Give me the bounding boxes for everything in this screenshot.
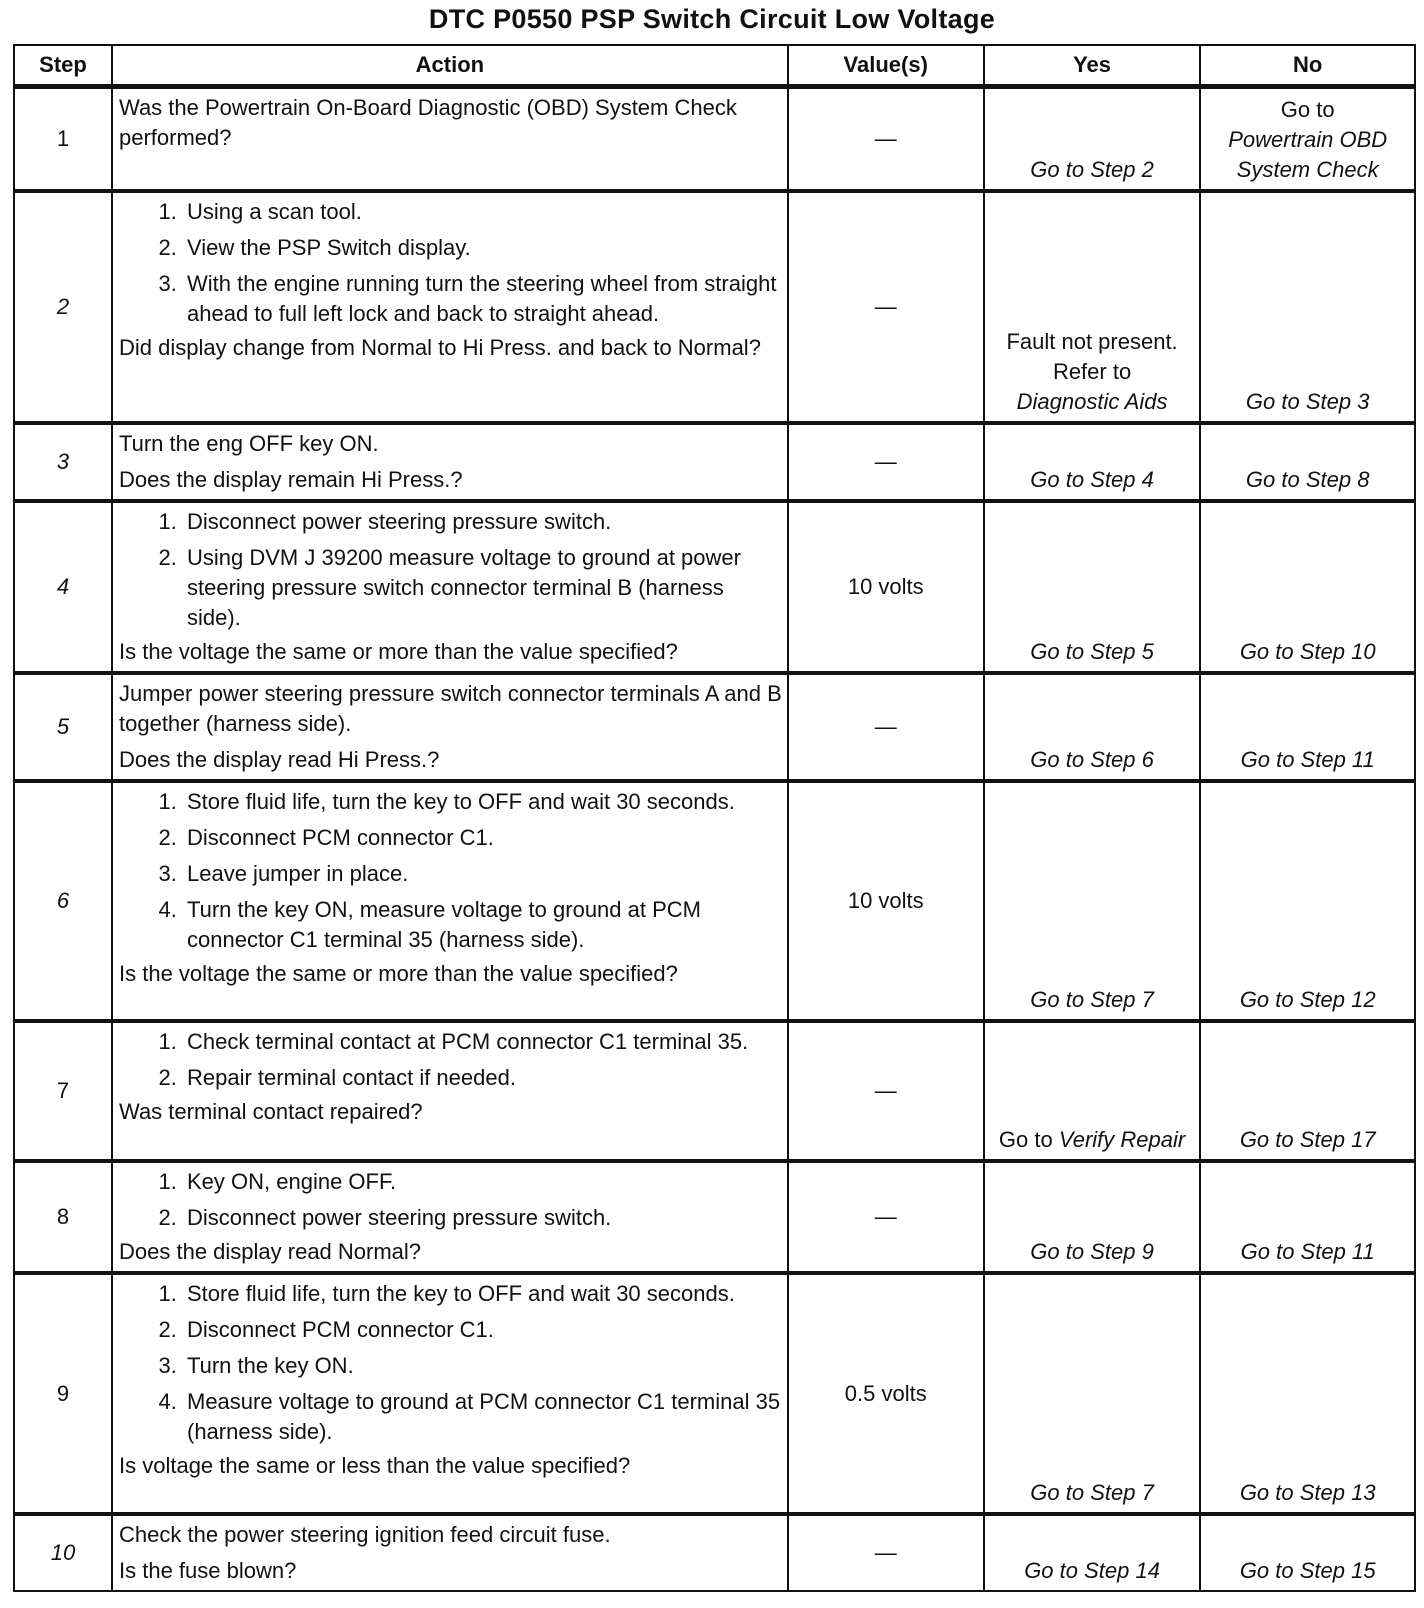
list-item: 1. Disconnect power steering pressure switch. <box>183 507 783 537</box>
yes-text: Go to <box>998 1127 1053 1152</box>
list-item: 1. Using a scan tool. <box>183 197 783 227</box>
action-question: Is the voltage the same or more than the value specified? <box>119 639 678 664</box>
diagnostic-table <box>13 44 1416 1592</box>
table-row <box>14 1273 1415 1514</box>
yes-cell[interactable]: Go to Step 14 <box>984 1514 1201 1591</box>
value-cell: 10 volts <box>788 781 984 1021</box>
step-number: 5 <box>14 673 112 781</box>
yes-cell[interactable]: Go to Step 5 <box>984 501 1201 673</box>
list-item: 2. Disconnect PCM connector C1. <box>183 1315 783 1345</box>
yes-link[interactable]: Diagnostic Aids <box>1016 389 1168 414</box>
no-cell[interactable]: Go to Step 13 <box>1200 1273 1415 1514</box>
yes-cell[interactable]: Go to Step 7 <box>984 781 1201 1021</box>
no-cell[interactable]: Go to Step 11 <box>1200 673 1415 781</box>
no-text: Go to <box>1280 97 1335 122</box>
list-item: 4. Turn the key ON, measure voltage to ground at PCM connector C1 terminal 35 (harness side). <box>183 895 783 955</box>
table-row <box>14 1161 1415 1273</box>
no-cell[interactable]: Go to Step 10 <box>1200 501 1415 673</box>
no-cell[interactable]: Go to Step 11 <box>1200 1161 1415 1273</box>
action-cell <box>112 501 788 673</box>
header-no: No <box>1200 45 1415 87</box>
action-cell <box>112 1021 788 1161</box>
table-row <box>14 191 1415 423</box>
step-number: 3 <box>14 423 112 501</box>
action-question: Does the display remain Hi Press.? <box>119 467 463 492</box>
step-number: 7 <box>14 1021 112 1161</box>
value-cell: — <box>788 87 984 192</box>
action-text: Turn the eng OFF key ON. <box>119 431 379 456</box>
header-action: Action <box>112 45 788 87</box>
action-cell <box>112 1514 788 1591</box>
action-cell <box>112 191 788 423</box>
action-cell <box>112 87 788 192</box>
value-cell: — <box>788 1161 984 1273</box>
yes-link[interactable]: Verify Repair <box>1058 1127 1186 1152</box>
yes-cell[interactable]: Go to Step 7 <box>984 1273 1201 1514</box>
value-cell: — <box>788 191 984 423</box>
action-cell <box>112 1161 788 1273</box>
list-item: 1. Store fluid life, turn the key to OFF and wait 30 seconds. <box>183 1279 783 1309</box>
action-steps-list <box>119 1167 783 1233</box>
value-cell: — <box>788 423 984 501</box>
step-number: 10 <box>14 1514 112 1591</box>
table-row <box>14 501 1415 673</box>
list-item: 2. Disconnect PCM connector C1. <box>183 823 783 853</box>
step-number: 6 <box>14 781 112 1021</box>
table-row <box>14 423 1415 501</box>
list-item: 1. Key ON, engine OFF. <box>183 1167 783 1197</box>
action-steps-list <box>119 787 783 955</box>
value-cell: — <box>788 673 984 781</box>
action-cell <box>112 673 788 781</box>
action-text: Was the Powertrain On-Board Diagnostic (OBD) System Check performed? <box>119 95 737 150</box>
step-number: 1 <box>14 87 112 192</box>
value-cell: 0.5 volts <box>788 1273 984 1514</box>
action-question: Does the display read Normal? <box>119 1239 422 1264</box>
yes-cell[interactable] <box>984 1021 1201 1161</box>
table-row <box>14 1021 1415 1161</box>
action-text: Check the power steering ignition feed circuit fuse. <box>119 1522 611 1547</box>
no-cell[interactable]: Go to Step 8 <box>1200 423 1415 501</box>
no-cell[interactable] <box>1200 87 1415 192</box>
list-item: 2. View the PSP Switch display. <box>183 233 783 263</box>
action-question: Is voltage the same or less than the value specified? <box>119 1453 631 1478</box>
yes-cell[interactable]: Go to Step 2 <box>984 87 1201 192</box>
list-item: 3. With the engine running turn the steering wheel from straight ahead to full left lock and back to straight ahead. <box>183 269 783 329</box>
action-cell <box>112 1273 788 1514</box>
yes-cell[interactable]: Go to Step 4 <box>984 423 1201 501</box>
table-header-row <box>14 45 1415 87</box>
no-cell[interactable]: Go to Step 15 <box>1200 1514 1415 1591</box>
list-item: 2. Using DVM J 39200 measure voltage to ground at power steering pressure switch connector terminal B (harness side). <box>183 543 783 633</box>
table-row <box>14 781 1415 1021</box>
yes-cell[interactable]: Go to Step 6 <box>984 673 1201 781</box>
action-steps-list <box>119 1279 783 1447</box>
step-number: 9 <box>14 1273 112 1514</box>
value-cell: 10 volts <box>788 501 984 673</box>
no-cell[interactable]: Go to Step 17 <box>1200 1021 1415 1161</box>
step-number: 4 <box>14 501 112 673</box>
step-number: 8 <box>14 1161 112 1273</box>
no-cell[interactable]: Go to Step 3 <box>1200 191 1415 423</box>
list-item: 1. Store fluid life, turn the key to OFF and wait 30 seconds. <box>183 787 783 817</box>
step-number: 2 <box>14 191 112 423</box>
list-item: 3. Leave jumper in place. <box>183 859 783 889</box>
list-item: 4. Measure voltage to ground at PCM connector C1 terminal 35 (harness side). <box>183 1387 783 1447</box>
table-row <box>14 87 1415 192</box>
table-row <box>14 1514 1415 1591</box>
no-cell[interactable]: Go to Step 12 <box>1200 781 1415 1021</box>
action-question: Is the fuse blown? <box>119 1558 297 1583</box>
list-item: 3. Turn the key ON. <box>183 1351 783 1381</box>
yes-text: Fault not present. Refer to <box>1006 329 1178 384</box>
action-question: Does the display read Hi Press.? <box>119 747 440 772</box>
action-steps-list <box>119 507 783 633</box>
action-question: Was terminal contact repaired? <box>119 1099 423 1124</box>
action-cell <box>112 781 788 1021</box>
value-cell: — <box>788 1514 984 1591</box>
list-item: 2. Disconnect power steering pressure switch. <box>183 1203 783 1233</box>
header-values: Value(s) <box>788 45 984 87</box>
action-cell <box>112 423 788 501</box>
header-yes: Yes <box>984 45 1201 87</box>
list-item: 2. Repair terminal contact if needed. <box>183 1063 783 1093</box>
value-cell: — <box>788 1021 984 1161</box>
action-question: Did display change from Normal to Hi Press. and back to Normal? <box>119 335 761 360</box>
action-question: Is the voltage the same or more than the value specified? <box>119 961 678 986</box>
action-steps-list <box>119 197 783 329</box>
list-item: 1. Check terminal contact at PCM connector C1 terminal 35. <box>183 1027 783 1057</box>
action-steps-list <box>119 1027 783 1093</box>
yes-cell[interactable]: Go to Step 9 <box>984 1161 1201 1273</box>
page-title: DTC P0550 PSP Switch Circuit Low Voltage <box>428 4 996 34</box>
no-link[interactable]: Powertrain OBD System Check <box>1228 127 1388 182</box>
header-step: Step <box>14 45 112 87</box>
yes-cell[interactable] <box>984 191 1201 423</box>
action-text: Jumper power steering pressure switch connector terminals A and B together (harness side). <box>119 681 782 736</box>
table-row <box>14 673 1415 781</box>
